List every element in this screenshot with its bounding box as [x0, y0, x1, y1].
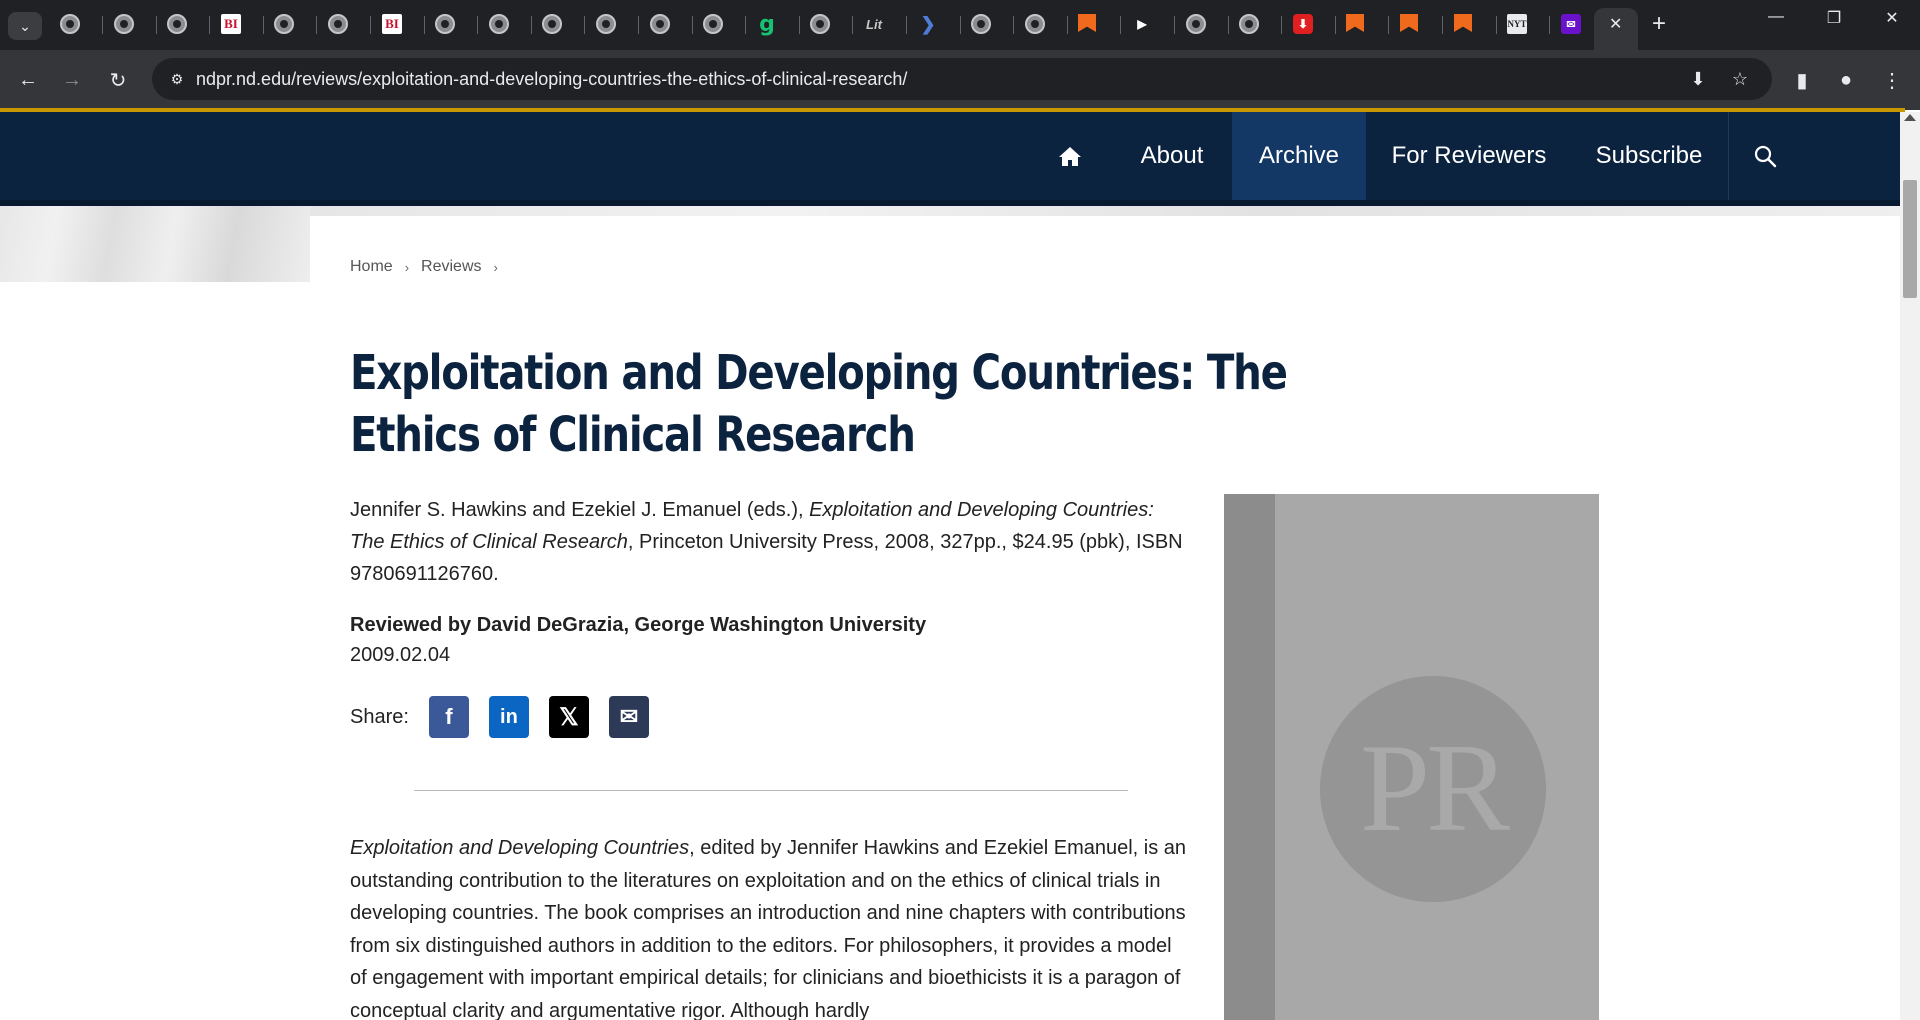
- side-panel-button[interactable]: ▮: [1796, 69, 1808, 92]
- nav-for-reviewers[interactable]: For Reviewers: [1391, 142, 1547, 169]
- tab-separator: [1496, 16, 1497, 34]
- tab-separator: [799, 16, 800, 34]
- tab-separator: [745, 16, 746, 34]
- restore-button[interactable]: ❐: [1826, 10, 1842, 27]
- nav-about[interactable]: About: [1140, 142, 1204, 169]
- citation-book-title: Exploitation and Developing Countries: The Ethics of Clinical Research: [350, 499, 1154, 553]
- tab-separator: [1013, 16, 1014, 34]
- share-label: Share:: [350, 705, 409, 728]
- globe-favicon-icon[interactable]: [596, 14, 616, 34]
- tab-separator: [1067, 16, 1068, 34]
- bookmark-favicon-icon[interactable]: [1454, 14, 1472, 32]
- globe-favicon-icon[interactable]: [650, 14, 670, 34]
- facebook-icon: f: [445, 704, 453, 729]
- globe-favicon-icon[interactable]: [328, 14, 348, 34]
- body-book-title: Exploitation and Developing Countries: [350, 837, 690, 859]
- globe-favicon-icon[interactable]: [1186, 14, 1206, 34]
- tab-separator: [477, 16, 478, 34]
- tab-separator: [263, 16, 264, 34]
- review-date: 2009.02.04: [350, 644, 451, 666]
- globe-favicon-icon[interactable]: [489, 14, 509, 34]
- bookmark-favicon-icon[interactable]: [1400, 14, 1418, 32]
- g-favicon-icon[interactable]: g: [759, 11, 775, 37]
- breadcrumb: [350, 258, 510, 276]
- breadcrumb-home[interactable]: Home: [350, 258, 393, 275]
- share-x-button[interactable]: [549, 696, 589, 738]
- book-citation: [350, 494, 1190, 590]
- reload-button[interactable]: ↻: [109, 69, 127, 92]
- breadcrumb-separator: ›: [404, 259, 410, 275]
- citation-editors: Jennifer S. Hawkins and Ezekiel J. Emanuel (eds.),: [350, 499, 810, 521]
- email-icon: ✉: [619, 704, 639, 729]
- globe-favicon-icon[interactable]: [60, 14, 80, 34]
- install-app-icon[interactable]: ⬇: [1690, 68, 1706, 89]
- tab-separator: [638, 16, 639, 34]
- nav-archive[interactable]: Archive: [1232, 112, 1366, 200]
- site-info-icon[interactable]: ⚙: [170, 70, 184, 87]
- close-window-button[interactable]: ✕: [1885, 10, 1899, 27]
- arrow-favicon-icon[interactable]: ❯: [920, 13, 936, 34]
- tab-separator: [156, 16, 157, 34]
- breadcrumb-separator: ›: [493, 259, 498, 275]
- tab-search-button[interactable]: ⌄: [8, 12, 42, 40]
- globe-favicon-icon[interactable]: [167, 14, 187, 34]
- tab-separator: [424, 16, 425, 34]
- tab-separator: [316, 16, 317, 34]
- tab-strip: [0, 0, 1920, 50]
- share-linkedin-button[interactable]: [489, 696, 529, 738]
- mail-favicon-icon[interactable]: ✉: [1561, 14, 1581, 34]
- tab-separator: [1549, 16, 1550, 34]
- nyt-favicon-icon[interactable]: NYT: [1507, 14, 1527, 34]
- globe-favicon-icon[interactable]: [971, 14, 991, 34]
- tab-separator: [1442, 16, 1443, 34]
- hero-texture-band: [310, 206, 1900, 216]
- globe-favicon-icon[interactable]: [542, 14, 562, 34]
- globe-favicon-icon[interactable]: [274, 14, 294, 34]
- globe-favicon-icon[interactable]: [114, 14, 134, 34]
- book-cover-placeholder: [1224, 494, 1599, 1020]
- hero-texture: [0, 206, 310, 282]
- bi-favicon-icon[interactable]: BI: [221, 14, 241, 34]
- content-divider: [414, 790, 1128, 791]
- cover-monogram: PR: [1359, 719, 1507, 858]
- body-text: , edited by Jennifer Hawkins and Ezekiel Emanuel, is an outstanding contribution to the literatures on exploitation and on the ethics of clinical trials in developing countries. The book comprises an introduction and nine chapters with contributions from six distinguished authors in addition to the editors. For philosophers, it provides a model of engagement with important empirical details; for clinicians and bioethicists it is a paragon of conceptual clarity and argumentative rigor. Although hardly: [350, 837, 1187, 1020]
- bookmark-star-icon[interactable]: ☆: [1731, 68, 1749, 89]
- lit-favicon-icon[interactable]: Lit: [866, 16, 882, 32]
- breadcrumb-reviews[interactable]: Reviews: [421, 258, 482, 275]
- share-bar: [350, 696, 669, 738]
- search-icon: [1753, 144, 1777, 168]
- site-navigation: [0, 112, 1900, 200]
- tab-separator: [1335, 16, 1336, 34]
- globe-favicon-icon[interactable]: [810, 14, 830, 34]
- scroll-up-arrow-icon[interactable]: [1904, 114, 1916, 121]
- bookmark-favicon-icon[interactable]: [1078, 14, 1096, 32]
- address-bar[interactable]: [152, 58, 1772, 100]
- tab-separator: [1174, 16, 1175, 34]
- review-body: [350, 832, 1190, 1020]
- tab-separator: [1228, 16, 1229, 34]
- globe-favicon-icon[interactable]: [1025, 14, 1045, 34]
- forward-button[interactable]: →: [62, 68, 82, 91]
- youtube-favicon-icon[interactable]: ▶: [1137, 17, 1147, 31]
- red-favicon-icon[interactable]: ⬇: [1293, 14, 1313, 34]
- profile-avatar-button[interactable]: ●: [1839, 68, 1853, 91]
- tab-separator: [1120, 16, 1121, 34]
- linkedin-icon: in: [500, 705, 518, 728]
- nav-subscribe[interactable]: Subscribe: [1595, 142, 1703, 169]
- page-viewport: [0, 112, 1900, 1020]
- tab-separator: [1281, 16, 1282, 34]
- bookmark-favicon-icon[interactable]: [1346, 14, 1364, 32]
- share-facebook-button[interactable]: [429, 696, 469, 738]
- home-icon: [1058, 145, 1082, 167]
- tab-separator: [209, 16, 210, 34]
- tab-separator: [906, 16, 907, 34]
- x-icon: 𝕏: [559, 703, 579, 731]
- new-tab-button[interactable]: +: [1652, 10, 1667, 37]
- reviewer-credit: Reviewed by David DeGrazia, George Washington University: [350, 614, 927, 636]
- minimize-button[interactable]: —: [1768, 8, 1784, 25]
- share-email-button[interactable]: [609, 696, 649, 738]
- citation-details: , Princeton University Press, 2008, 327pp., $24.95 (pbk), ISBN 9780691126760.: [350, 531, 1183, 585]
- globe-favicon-icon[interactable]: [1239, 14, 1259, 34]
- tab-separator: [1388, 16, 1389, 34]
- search-button[interactable]: [1735, 112, 1795, 200]
- bi-favicon-icon[interactable]: BI: [382, 14, 402, 34]
- nav-divider: [1728, 112, 1729, 200]
- tab-separator: [102, 16, 103, 34]
- home-link[interactable]: [1044, 112, 1096, 200]
- scrollbar-thumb[interactable]: [1903, 180, 1917, 298]
- globe-favicon-icon[interactable]: [435, 14, 455, 34]
- tab-separator: [370, 16, 371, 34]
- browser-menu-button[interactable]: ⋮: [1882, 69, 1902, 92]
- tab-separator: [584, 16, 585, 34]
- tab-separator: [531, 16, 532, 34]
- publisher-seal: [1320, 676, 1546, 902]
- globe-favicon-icon[interactable]: [703, 14, 723, 34]
- page-title: Exploitation and Developing Countries: The Ethics of Clinical Research: [350, 345, 1287, 463]
- tab-separator: [852, 16, 853, 34]
- tab-separator: [960, 16, 961, 34]
- back-button[interactable]: ←: [18, 68, 38, 91]
- tab-separator: [692, 16, 693, 34]
- close-tab-icon[interactable]: ✕: [1609, 16, 1623, 33]
- url-text[interactable]: ndpr.nd.edu/reviews/exploitation-and-developing-countries-the-ethics-of-clinical-research/: [196, 69, 908, 89]
- book-cover-spine: [1224, 494, 1275, 1020]
- browser-toolbar: [0, 50, 1920, 110]
